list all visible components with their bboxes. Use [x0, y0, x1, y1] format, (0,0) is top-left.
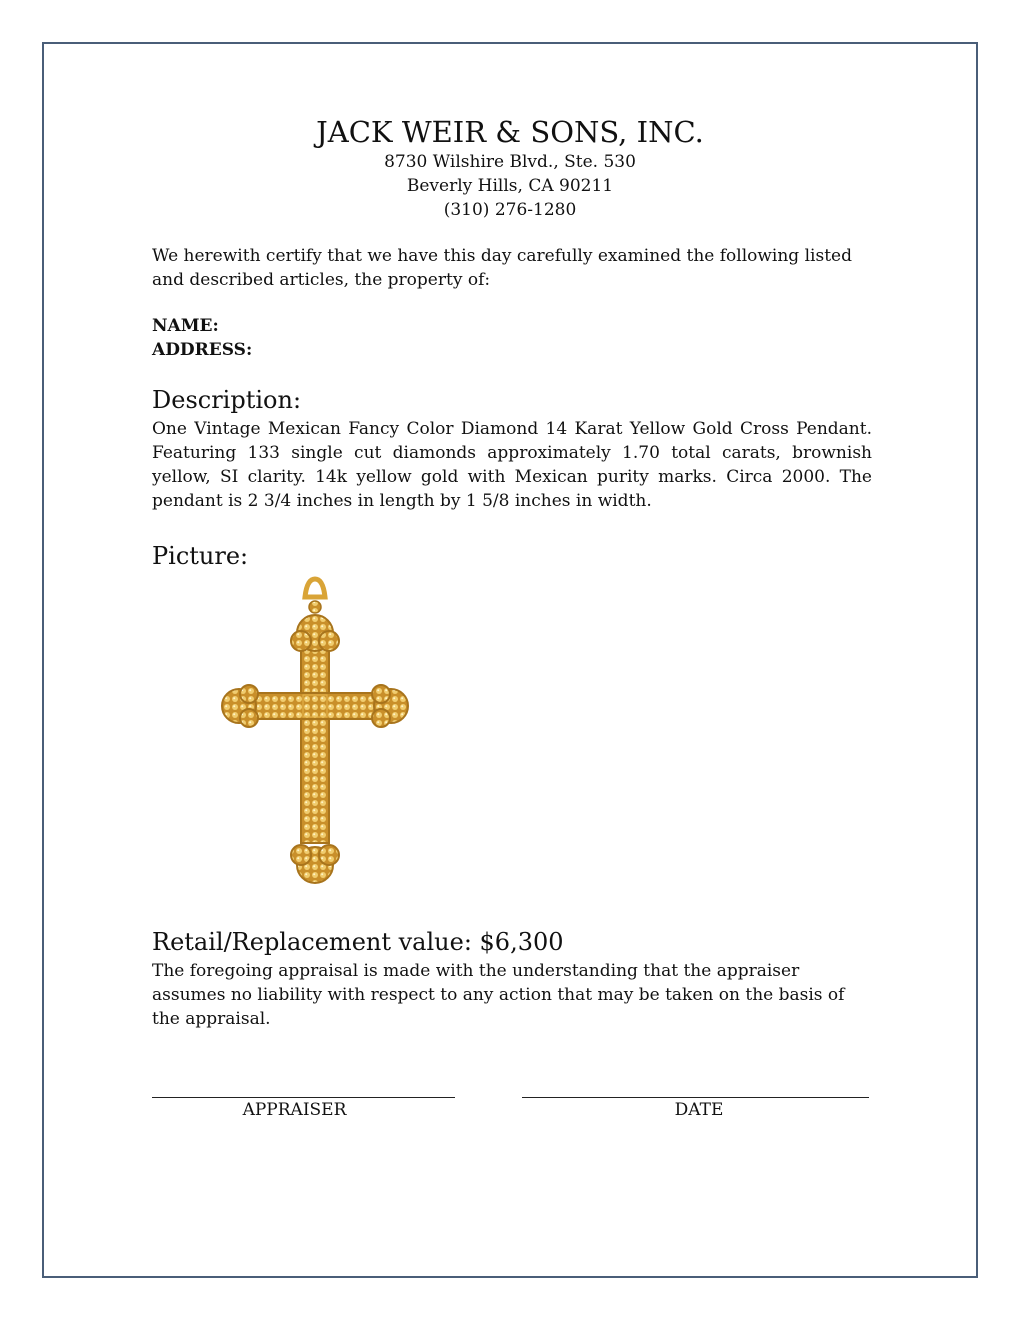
picture-heading: Picture:: [152, 542, 249, 570]
address-line-2: Beverly Hills, CA 90211: [406, 176, 614, 196]
name-label: NAME:: [152, 316, 219, 336]
description-text: One Vintage Mexican Fancy Color Diamond 14 Karat Yellow Gold Cross Pendant. Featuring 133 single cut diamonds approximately 1.70 total carats, brownish yellow, SI clarity. 14k yellow gold with Mexican purity marks. Circa 2000. The pendant is 2 3/4 inches in length by 1 5/8 inches in width.: [152, 419, 872, 511]
phone-number: (310) 276-1280: [443, 200, 577, 220]
appraiser-label: APPRAISER: [242, 1100, 347, 1120]
address-line-1: 8730 Wilshire Blvd., Ste. 530: [384, 152, 636, 172]
company-name: JACK WEIR & SONS, INC.: [316, 115, 704, 149]
description-heading: Description:: [152, 386, 302, 414]
certification-statement: We herewith certify that we have this day carefully examined the following listed and described articles, the property of:: [152, 246, 852, 290]
appraiser-signature-line: [152, 1097, 455, 1098]
cross-pendant-image: [215, 575, 415, 895]
date-label: DATE: [674, 1100, 724, 1120]
replacement-value: Retail/Replacement value: $6,300: [152, 928, 564, 956]
date-signature-line: [522, 1097, 869, 1098]
address-label: ADDRESS:: [152, 340, 253, 360]
page-border: [42, 42, 978, 1278]
liability-disclaimer: The foregoing appraisal is made with the understanding that the appraiser assumes no liability with respect to any action that may be taken on the basis of the appraisal.: [152, 961, 845, 1029]
